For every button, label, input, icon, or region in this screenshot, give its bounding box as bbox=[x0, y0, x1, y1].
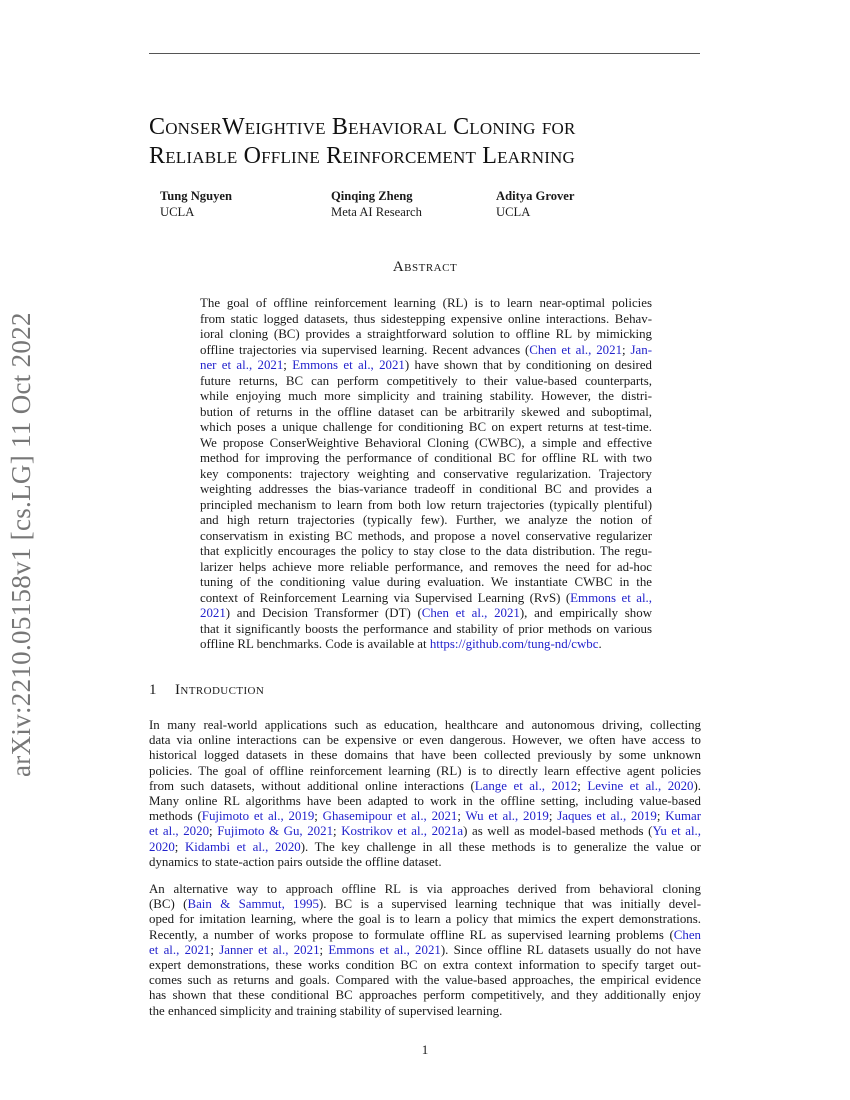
citation-link[interactable]: Kidambi et al., 2020 bbox=[184, 839, 301, 854]
text-run: offline RL benchmarks. Code is available at bbox=[200, 637, 430, 651]
text-line bbox=[149, 973, 701, 988]
text-line bbox=[200, 591, 652, 607]
text-line bbox=[200, 374, 652, 390]
text-line bbox=[149, 912, 701, 927]
citation-link[interactable]: et al., 2020 bbox=[149, 824, 210, 839]
text-run: policies. The goal of offline reinforcement learning (RL) is to directly learn effective agent policies bbox=[149, 763, 701, 778]
text-run: tuning of the conditioning value during evaluation. We instantiate CWBC in the bbox=[200, 575, 652, 589]
section-number: 1 bbox=[149, 682, 157, 698]
text-run: ; bbox=[548, 809, 558, 824]
text-line bbox=[200, 312, 652, 328]
arxiv-stamp: arXiv:2210.05158v1 [cs.LG] 11 Oct 2022 bbox=[6, 312, 36, 777]
author-3 bbox=[496, 188, 574, 220]
text-run: ; bbox=[314, 809, 323, 824]
text-run: ; bbox=[457, 809, 466, 824]
citation-link[interactable]: Emmons et al., 2021 bbox=[328, 942, 441, 957]
abstract-heading: Abstract bbox=[392, 259, 458, 275]
text-run: Recently, a number of works propose to formulate offline RL as supervised learning problems ( bbox=[149, 927, 674, 942]
citation-link[interactable]: Janner et al., 2021 bbox=[219, 942, 320, 957]
text-line bbox=[200, 622, 652, 638]
citation-link[interactable]: Yu et al., bbox=[652, 824, 701, 839]
text-run: ; bbox=[577, 778, 588, 793]
text-line bbox=[149, 794, 701, 809]
text-line bbox=[200, 513, 652, 529]
title-line-1: ConserWeightive Behavioral Cloning for bbox=[149, 114, 576, 140]
citation-link[interactable]: Lange et al., 2012 bbox=[474, 778, 578, 793]
text-run: ) and Decision Transformer (DT) ( bbox=[225, 606, 422, 620]
text-run: historical logged datasets in these domains that have been collected previously by some unknown bbox=[149, 748, 701, 763]
text-line bbox=[149, 882, 701, 897]
author-name: Tung Nguyen bbox=[160, 189, 232, 203]
text-line bbox=[200, 498, 652, 514]
text-run: ), and empirically show bbox=[519, 606, 653, 620]
text-line bbox=[149, 988, 701, 1003]
citation-link[interactable]: Jan- bbox=[630, 342, 652, 357]
text-run: ). bbox=[693, 778, 701, 793]
text-run: (BC) ( bbox=[149, 897, 188, 912]
text-run: ; bbox=[210, 942, 220, 957]
author-2 bbox=[331, 188, 422, 220]
text-run: dynamics to state-action pairs outside the offline dataset. bbox=[149, 854, 442, 869]
text-run: that explicitly encourages the policy to stay close to the data distribution. The regu- bbox=[200, 544, 652, 558]
text-run: bution of returns in the offline dataset can be arbitrarily skewed and suboptimal, bbox=[200, 404, 652, 419]
author-affiliation: UCLA bbox=[160, 205, 195, 219]
text-line bbox=[149, 733, 701, 748]
citation-link[interactable]: Chen bbox=[673, 927, 701, 942]
text-run: An alternative way to approach offline RL is via approaches derived from behavioral cloning bbox=[149, 882, 701, 896]
text-line bbox=[149, 764, 701, 779]
citation-link[interactable]: Fujimoto et al., 2019 bbox=[201, 809, 315, 824]
text-line bbox=[149, 809, 701, 824]
text-line bbox=[149, 943, 701, 958]
text-run: which poses a unique challenge for conditioning BC on expert returns at test-time. bbox=[200, 420, 652, 434]
text-run: from static logged datasets, thus sidestepping expensive online interactions. Behav- bbox=[200, 311, 652, 326]
text-run: key components: trajectory weighting and conservative regularization. Trajectory bbox=[200, 466, 652, 481]
text-run: that it significantly boosts the performance and stability of prior methods on various bbox=[200, 621, 652, 636]
author-1 bbox=[160, 188, 232, 220]
text-line bbox=[149, 1004, 701, 1019]
text-run: The goal of offline reinforcement learning (RL) is to learn near-optimal policies bbox=[200, 296, 652, 310]
text-run: has shown that these conditional BC approaches perform competitively, and they additionally enjoy bbox=[149, 988, 701, 1003]
text-line bbox=[149, 897, 701, 912]
text-run: ; bbox=[333, 824, 342, 839]
code-link[interactable]: https://github.com/tung-nd/cwbc bbox=[429, 637, 599, 651]
text-run: oped for imitation learning, where the goal is to learn a policy that mimics the expert demonstrations. bbox=[149, 912, 701, 927]
text-run: method for improving the performance of conditional BC for offline RL with two bbox=[200, 451, 652, 465]
text-line bbox=[149, 855, 701, 870]
author-affiliation: Meta AI Research bbox=[331, 205, 422, 219]
text-line bbox=[200, 405, 652, 421]
text-run: context of Reinforcement Learning via Supervised Learning (RvS) ( bbox=[200, 590, 571, 605]
text-line bbox=[200, 575, 652, 591]
text-run: ; bbox=[209, 824, 218, 839]
citation-link[interactable]: Kostrikov et al., 2021a bbox=[341, 824, 464, 839]
text-line bbox=[200, 296, 652, 312]
text-run: weighting addresses the bias-variance tradeoff in conditional BC and provides a bbox=[200, 482, 652, 496]
citation-link[interactable]: Bain & Sammut, 1995 bbox=[187, 897, 319, 912]
text-run: principled mechanism to learn from both low return trajectories (typically plentiful) bbox=[200, 497, 652, 512]
citation-link[interactable]: Chen et al., 2021 bbox=[529, 342, 623, 357]
text-line bbox=[149, 718, 701, 733]
text-run: . bbox=[598, 637, 602, 651]
citation-link[interactable]: Jaques et al., 2019 bbox=[557, 809, 657, 824]
text-run: Many online RL algorithms have been adapted to work in the offline setting, including value-based bbox=[149, 794, 701, 809]
text-run: ). The key challenge in all these methods is to generalize the value or bbox=[300, 839, 701, 854]
text-run: ). BC is a supervised learning technique that was initially devel- bbox=[318, 897, 701, 912]
text-line bbox=[149, 748, 701, 763]
text-run: and high return trajectories (typically few). Further, we analyze the notion of bbox=[200, 513, 652, 527]
text-line bbox=[200, 420, 652, 436]
page-number: 1 bbox=[421, 1042, 429, 1057]
text-line bbox=[200, 606, 652, 622]
citation-link[interactable]: Wu et al., 2019 bbox=[465, 809, 549, 824]
text-run: In many real-world applications such as education, healthcare and autonomous driving, collecting bbox=[149, 718, 701, 732]
text-run: ) have shown that by conditioning on desired bbox=[404, 358, 652, 372]
citation-link[interactable]: Emmons et al., bbox=[570, 590, 652, 605]
text-line bbox=[200, 482, 652, 498]
author-name: Qinqing Zheng bbox=[331, 189, 413, 203]
text-line bbox=[200, 451, 652, 467]
text-line bbox=[149, 779, 701, 794]
text-run: larizer helps achieve more reliable performance, and removes the need for ad-hoc bbox=[200, 559, 652, 574]
text-line bbox=[200, 560, 652, 576]
text-run: ; bbox=[656, 809, 666, 824]
citation-link[interactable]: Levine et al., 2020 bbox=[587, 778, 694, 793]
text-run: ; bbox=[622, 342, 631, 357]
text-line bbox=[200, 544, 652, 560]
citation-link[interactable]: ner et al., 2021 bbox=[200, 358, 284, 372]
top-rule bbox=[149, 53, 700, 54]
citation-link[interactable]: Fujimoto & Gu, 2021 bbox=[217, 824, 334, 839]
text-run: offline trajectories via supervised learning. Recent advances ( bbox=[200, 342, 530, 357]
author-name: Aditya Grover bbox=[496, 189, 575, 203]
citation-link[interactable]: et al., 2021 bbox=[149, 942, 211, 957]
text-line bbox=[149, 928, 701, 943]
citation-link[interactable]: 2021 bbox=[200, 606, 226, 620]
text-run: We propose ConserWeightive Behavioral Cloning (CWBC), a simple and effective bbox=[200, 435, 652, 450]
text-run: future returns, BC can perform competitively to their value-based counterparts, bbox=[200, 373, 652, 388]
text-line bbox=[149, 824, 701, 839]
citation-link[interactable]: Ghasemipour et al., 2021 bbox=[322, 809, 458, 824]
citation-link[interactable]: Emmons et al., 2021 bbox=[292, 358, 405, 372]
text-run: ; bbox=[283, 358, 293, 372]
text-line bbox=[200, 327, 652, 343]
text-run: the enhanced simplicity and training stability of supervised learning. bbox=[149, 1003, 503, 1018]
text-line bbox=[149, 840, 701, 855]
text-run: ) as well as model-based methods ( bbox=[463, 824, 653, 839]
paper-title bbox=[149, 113, 709, 171]
text-line bbox=[200, 343, 652, 359]
citation-link[interactable]: 2020 bbox=[149, 839, 175, 854]
text-line bbox=[149, 958, 701, 973]
section-title: Introduction bbox=[175, 682, 265, 698]
text-run: conservatism in existing BC methods, and propose a novel conservative regularizer bbox=[200, 528, 652, 543]
title-line-2: Reliable Offline Reinforcement Learning bbox=[149, 143, 576, 169]
text-run: ; bbox=[174, 839, 185, 854]
citation-link[interactable]: Chen et al., 2021 bbox=[421, 606, 520, 620]
text-run: ioral cloning (BC) provides a straightforward solution to offline RL by mimicking bbox=[200, 327, 652, 341]
section-heading bbox=[149, 682, 264, 699]
text-run: while enjoying much more simplicity and training stability. However, the distri- bbox=[200, 389, 652, 403]
intro-paragraph-1 bbox=[149, 718, 701, 870]
text-line bbox=[200, 436, 652, 452]
text-line bbox=[200, 358, 652, 374]
intro-paragraph-2 bbox=[149, 882, 701, 1019]
text-line bbox=[200, 637, 652, 653]
author-affiliation: UCLA bbox=[496, 205, 531, 219]
text-run: from such datasets, without additional online interactions ( bbox=[149, 778, 475, 793]
text-run: methods ( bbox=[149, 809, 202, 824]
text-line bbox=[200, 529, 652, 545]
text-run: data via online interactions can be expensive or even dangerous. However, we often have access to bbox=[149, 733, 701, 748]
text-run: ). Since offline RL datasets usually do not have bbox=[440, 942, 701, 957]
text-run: expert demonstrations, these works condition BC on extra context information to specify target out- bbox=[149, 958, 701, 973]
text-line bbox=[200, 389, 652, 405]
citation-link[interactable]: Kumar bbox=[665, 809, 702, 824]
text-line bbox=[200, 467, 652, 483]
text-run: comes such as returns and goals. Compared with the value-based approaches, the empirical evidence bbox=[149, 973, 701, 988]
abstract-body bbox=[200, 296, 652, 653]
text-run: ; bbox=[319, 942, 329, 957]
